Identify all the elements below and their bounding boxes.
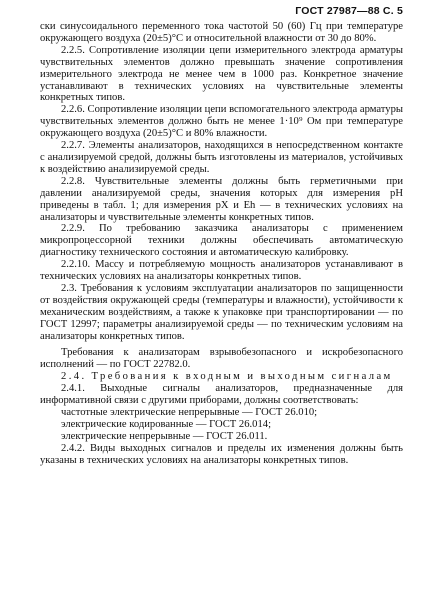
section-heading-2-4: 2.4. Требования к входным и выходным сигналам xyxy=(61,371,393,383)
list-item: частотные электрические непрерывные — ГОСТ 26.010; xyxy=(61,407,318,418)
list-item: электрические непрерывные — ГОСТ 26.011. xyxy=(61,430,268,442)
paragraph-2-2-6: 2.2.6. Сопротивление изоляции цепи вспомогательного электрода арматуры чувствительных элементов должно быть не менее 1·10⁹ Ом при температуре окружающего воздуха (20±5)°С и 80% влажности. xyxy=(40,104,403,140)
paragraph-continuation: ски синусоидального переменного тока частотой 50 (60) Гц при температуре окружающего воздуха (20±5)°С и относительной влажности от 30 до 80%. xyxy=(40,21,403,44)
paragraph-2-4-1: 2.4.1. Выходные сигналы анализаторов, предназначенные для информативной связи с другими приборами, должны соответствовать: xyxy=(40,383,403,407)
paragraph-2-4-2: 2.4.2. Виды выходных сигналов и пределы их изменения должны быть указаны в технических условиях на анализаторы конкретных типов. xyxy=(40,442,403,466)
paragraph-2-3: 2.3. Требования к условиям эксплуатации анализаторов по защищенности от воздействия окружающей среды (температуры и влажности), устойчивости к механическим воздействиям, а также к упаковке при транспортировании — по ГОСТ 12997; параметры анализируемой среды — по техническим условиям на анализаторы конкретных типов. xyxy=(40,282,403,342)
paragraph-2-2-7: 2.2.7. Элементы анализаторов, находящихся в непосредственном контакте с анализируемой средой, должны быть изготовлены из материалов, устойчивых к воздействию анализируемой среды. xyxy=(40,140,403,175)
paragraph-2-2-9: 2.2.9. По требованию заказчика анализаторы с применением микропроцессорной техники должны обеспечивать автоматическую диагностику технического состояния и автоматическую калибровку. xyxy=(40,223,403,259)
paragraph-2-2-10: 2.2.10. Массу и потребляемую мощность анализаторов устанавливают в технических условиях на анализаторы конкретных типов. xyxy=(40,259,403,283)
list-item: электрические кодированные — ГОСТ 26.014; xyxy=(61,418,272,430)
paragraph-2-2-8: 2.2.8. Чувствительные элементы должны быть герметичными при давлении анализируемой среды, значения которых для измерения рН приведены в табл. 1; для измерения рX и Eh — в технических условиях на анализаторы и чувствительные элементы конкретных типов. xyxy=(40,175,403,223)
page-header: ГОСТ 27987—88 С. 5 xyxy=(295,5,403,17)
paragraph-explosion-proof: Требования к анализаторам взрывобезопасного и искробезопасного исполнений — по ГОСТ 22782.0. xyxy=(40,347,403,371)
paragraph-2-2-5: 2.2.5. Сопротивление изоляции цепи измерительного электрода арматуры чувствительных элементов должно превышать значение сопротивления измерительного электрода не менее чем в 1000 раз. Конкретное значение устанавливают в технических условиях на чувствительные элементы конкретных типов. xyxy=(40,44,403,104)
